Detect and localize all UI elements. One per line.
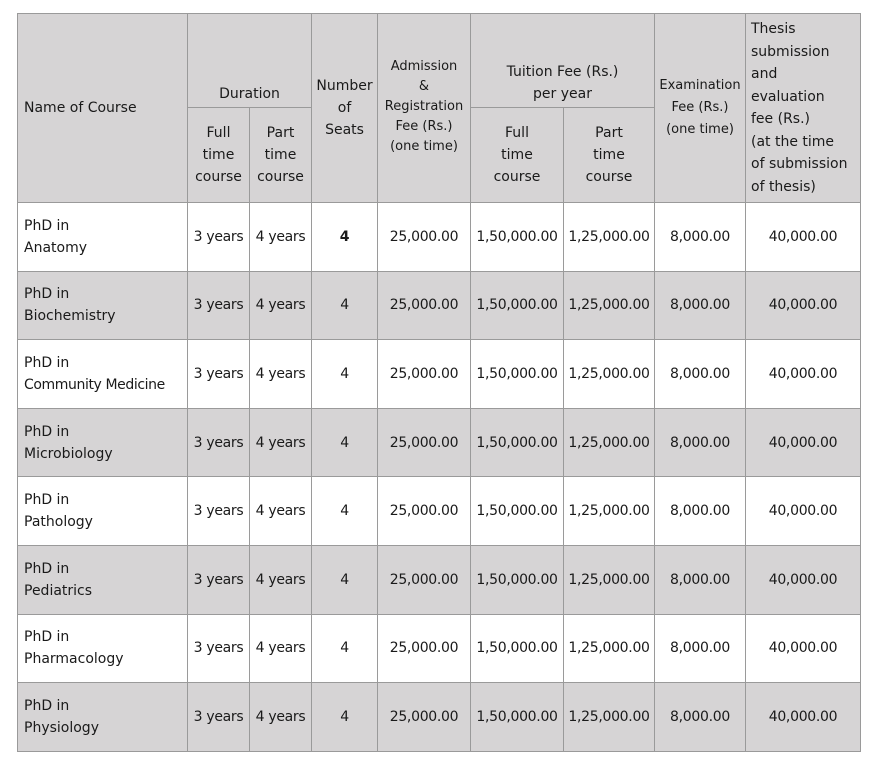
exam-fee: 8,000.00 [655,614,746,683]
header-examination-fee [655,14,746,203]
header-thesis-fee [746,14,861,203]
admission-fee: 25,000.00 [378,614,471,683]
seats: 4 [312,683,378,752]
header-line: Thesis [751,21,796,37]
header-line: course [195,169,242,185]
thesis-fee: 40,000.00 [746,203,861,272]
exam-fee: 8,000.00 [655,477,746,546]
tuition-full-time: 1,50,000.00 [471,408,564,477]
full-time-duration: 3 years [188,340,250,409]
table-row [18,408,861,477]
course-name [18,545,188,614]
thesis-fee: 40,000.00 [746,477,861,546]
header-line: (at the time [751,133,835,150]
part-time-duration: 4 years [250,340,312,409]
tuition-full-time: 1,50,000.00 [471,203,564,272]
tuition-part-time: 1,25,000.00 [564,614,655,683]
header-label: Name of Course [24,100,137,116]
header-line: of thesis) [751,178,816,195]
header-line: per year [533,86,592,102]
header-tuition-full [471,108,564,203]
course-name [18,340,188,409]
full-time-duration: 3 years [188,477,250,546]
exam-fee: 8,000.00 [655,545,746,614]
header-line: time [501,147,533,163]
admission-fee: 25,000.00 [378,203,471,272]
admission-fee: 25,000.00 [378,545,471,614]
thesis-fee: 40,000.00 [746,340,861,409]
table-row [18,271,861,340]
course-name-line: Microbiology [24,445,113,462]
header-line: of submission [751,156,848,172]
course-name-line: PhD in [24,217,70,234]
table-row [18,683,861,752]
thesis-fee: 40,000.00 [746,545,861,614]
exam-fee: 8,000.00 [655,408,746,477]
admission-fee: 25,000.00 [378,683,471,752]
header-line: Admission [390,59,458,74]
thesis-fee: 40,000.00 [746,271,861,340]
header-line: Full [206,125,231,141]
tuition-part-time: 1,25,000.00 [564,408,655,477]
header-duration [188,14,312,108]
full-time-duration: 3 years [188,271,250,340]
course-name [18,203,188,272]
part-time-duration: 4 years [250,477,312,546]
tuition-full-time: 1,50,000.00 [471,271,564,340]
tuition-full-time: 1,50,000.00 [471,340,564,409]
seats: 4 [312,614,378,683]
course-name-line: Pharmacology [24,651,124,668]
full-time-duration: 3 years [188,545,250,614]
header-line: and [751,66,778,82]
part-time-duration: 4 years [250,271,312,340]
table-row [18,203,861,272]
course-name-line: PhD in [24,492,70,509]
course-name [18,477,188,546]
header-line: Registration [384,99,464,114]
header-line: Fee (Rs.) [671,100,729,115]
tuition-full-time: 1,50,000.00 [471,477,564,546]
header-seats [312,14,378,203]
table-body [18,203,861,752]
exam-fee: 8,000.00 [655,271,746,340]
course-name-line: PhD in [24,560,70,577]
header-line: course [257,169,304,185]
header-tuition-fee [471,14,655,108]
header-line: course [493,169,541,185]
course-name-line: PhD in [24,629,70,646]
header-line: Seats [325,122,364,138]
header-line: evaluation [751,88,825,105]
course-name-line: Pediatrics [24,582,93,599]
seats: 4 [312,340,378,409]
header-line: submission [751,43,830,60]
course-name-line: Pathology [24,514,93,531]
tuition-part-time: 1,25,000.00 [564,545,655,614]
header-tuition-part [564,108,655,203]
part-time-duration: 4 years [250,545,312,614]
course-name-line: PhD in [24,354,70,371]
full-time-duration: 3 years [188,203,250,272]
course-name-line: PhD in [24,286,70,303]
seats: 4 [312,203,378,272]
admission-fee: 25,000.00 [378,477,471,546]
header-label: Duration [219,86,280,102]
header-line: Fee (Rs.) [395,119,453,134]
header-line: Tuition Fee (Rs.) [506,64,619,80]
full-time-duration: 3 years [188,614,250,683]
tuition-full-time: 1,50,000.00 [471,614,564,683]
full-time-duration: 3 years [188,408,250,477]
header-name-of-course [18,14,188,203]
exam-fee: 8,000.00 [655,683,746,752]
tuition-full-time: 1,50,000.00 [471,683,564,752]
header-admission-fee [378,14,471,203]
exam-fee: 8,000.00 [655,203,746,272]
table-row [18,340,861,409]
tuition-part-time: 1,25,000.00 [564,683,655,752]
admission-fee: 25,000.00 [378,340,471,409]
table-header [18,14,861,203]
header-duration-part [250,108,312,203]
course-name-line: PhD in [24,423,70,440]
table-row [18,477,861,546]
thesis-fee: 40,000.00 [746,683,861,752]
header-line: Number [316,78,373,94]
seats: 4 [312,545,378,614]
seats: 4 [312,477,378,546]
course-name [18,271,188,340]
admission-fee: 25,000.00 [378,408,471,477]
table-row [18,614,861,683]
course-name-line: Community Medicine [24,376,165,393]
header-line: time [202,147,235,163]
header-line: (one time) [666,122,734,137]
course-name [18,683,188,752]
exam-fee: 8,000.00 [655,340,746,409]
header-line: (one time) [390,139,458,154]
full-time-duration: 3 years [188,683,250,752]
tuition-full-time: 1,50,000.00 [471,545,564,614]
table-row [18,545,861,614]
course-name-line: PhD in [24,697,70,714]
header-line: of [337,100,352,116]
thesis-fee: 40,000.00 [746,408,861,477]
part-time-duration: 4 years [250,614,312,683]
header-line: fee (Rs.) [751,111,811,127]
tuition-part-time: 1,25,000.00 [564,271,655,340]
part-time-duration: 4 years [250,683,312,752]
part-time-duration: 4 years [250,203,312,272]
header-line: & [418,79,430,94]
header-line: course [585,169,633,185]
fee-table [17,13,861,752]
course-name [18,408,188,477]
course-name [18,614,188,683]
header-duration-full [188,108,250,203]
header-line: Examination [659,78,741,93]
part-time-duration: 4 years [250,408,312,477]
course-name-line: Anatomy [24,239,88,256]
tuition-part-time: 1,25,000.00 [564,477,655,546]
header-line: time [264,147,297,163]
tuition-part-time: 1,25,000.00 [564,340,655,409]
seats: 4 [312,408,378,477]
header-line: time [593,147,625,163]
tuition-part-time: 1,25,000.00 [564,203,655,272]
course-name-line: Physiology [24,719,99,736]
admission-fee: 25,000.00 [378,271,471,340]
header-line: Full [505,125,529,141]
header-line: Part [266,125,295,141]
course-name-line: Biochemistry [24,308,116,325]
header-line: Part [595,125,623,141]
thesis-fee: 40,000.00 [746,614,861,683]
seats: 4 [312,271,378,340]
